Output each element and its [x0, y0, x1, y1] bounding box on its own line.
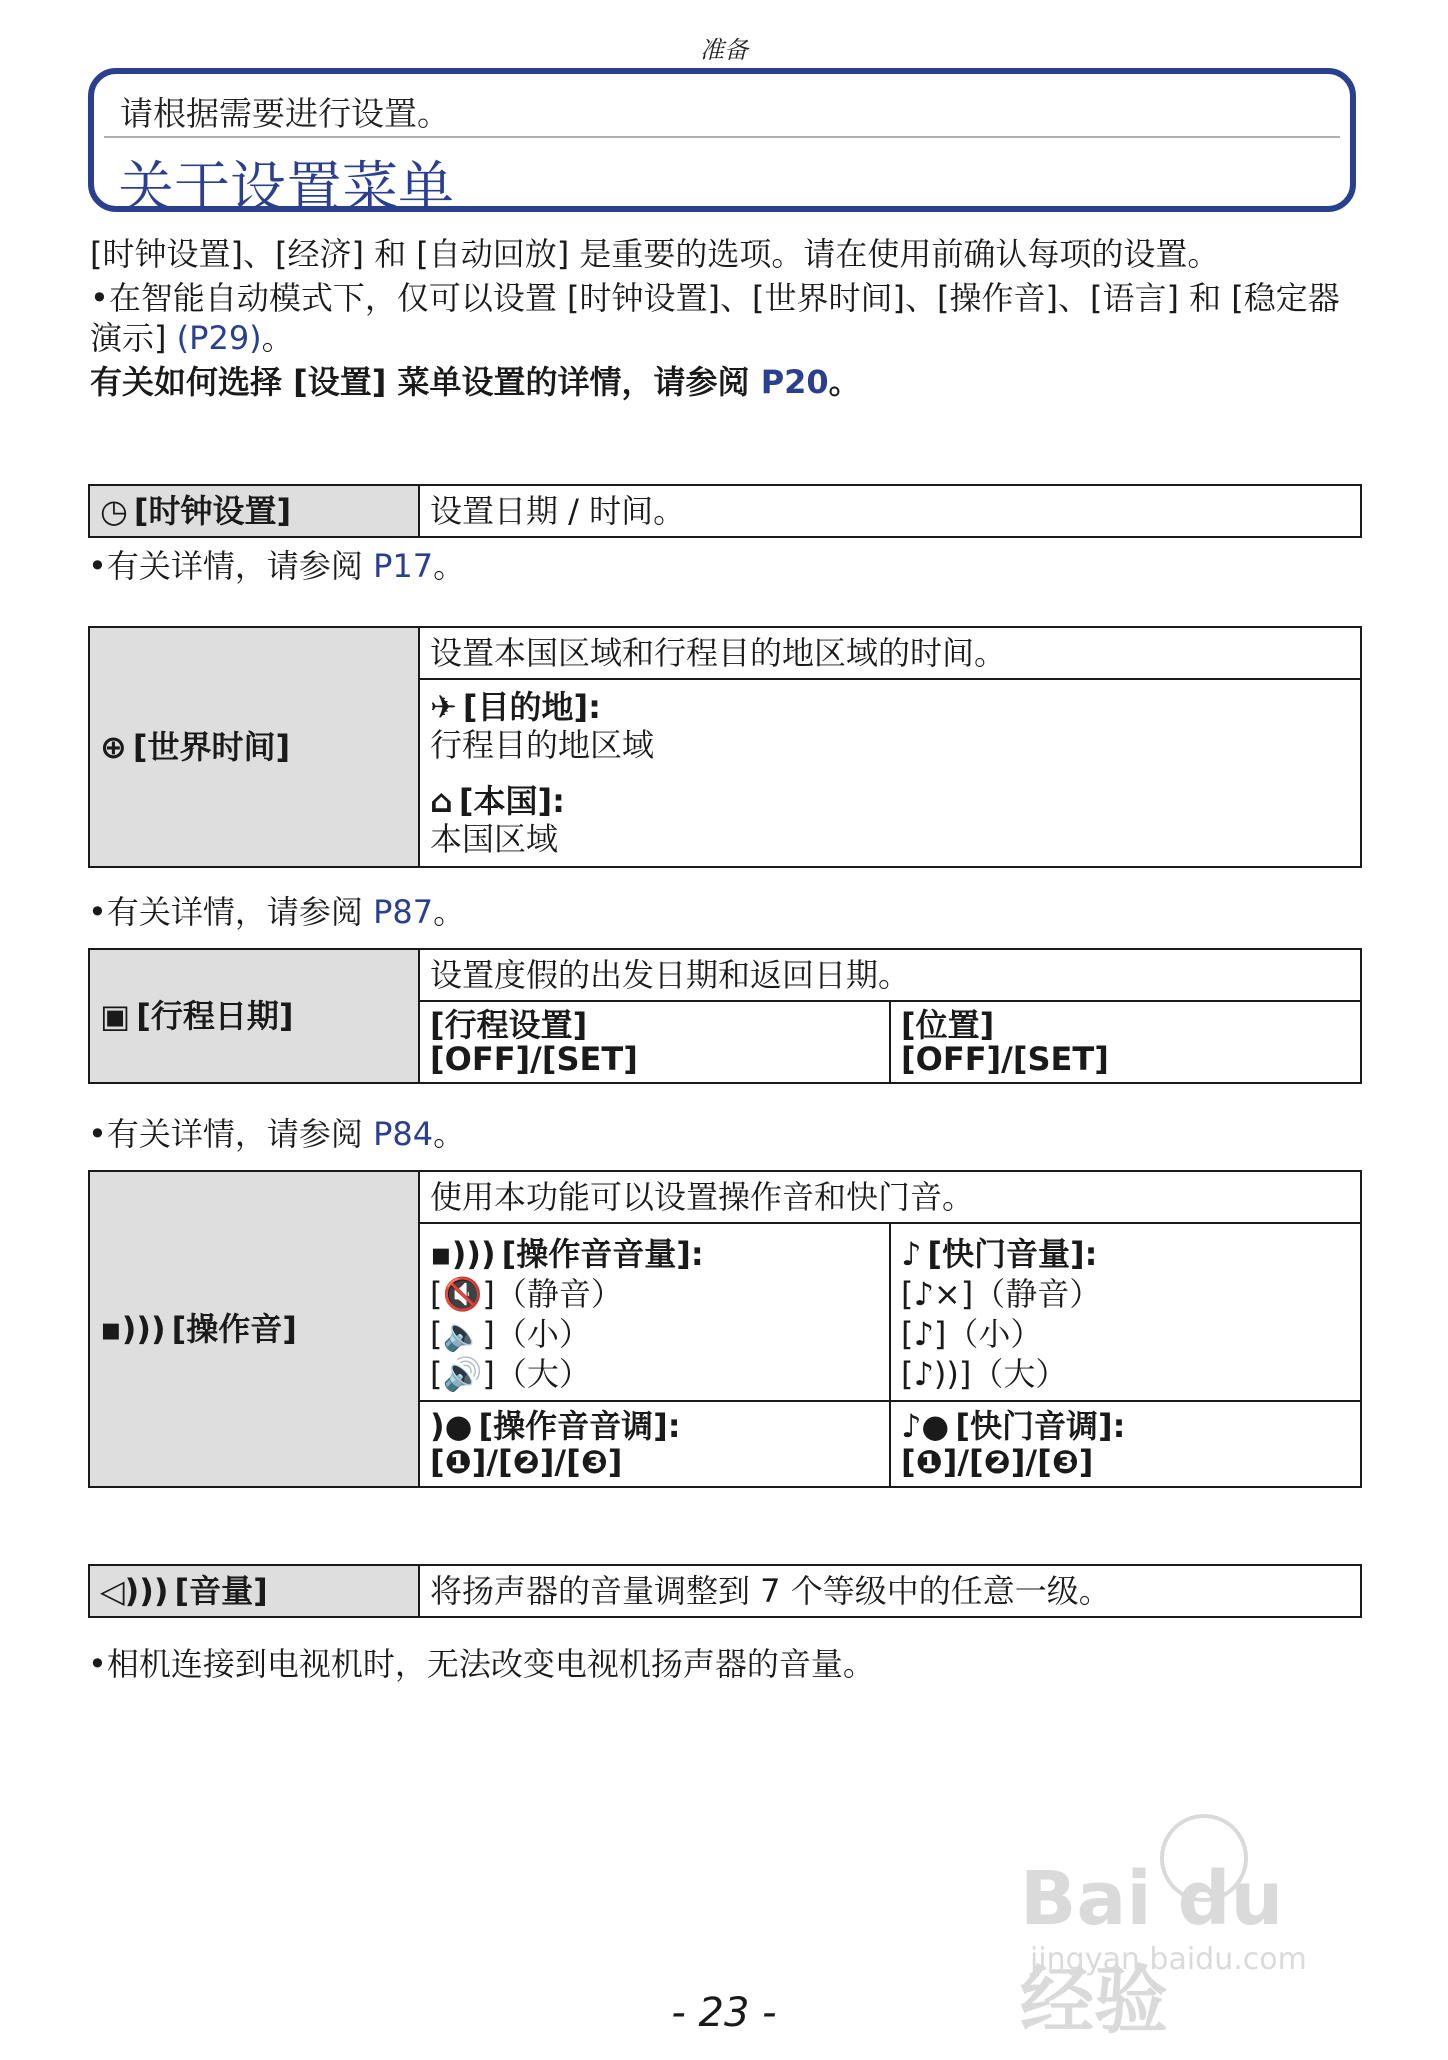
- page-title: 关于设置菜单: [118, 156, 454, 221]
- title-box: [88, 68, 1356, 221]
- speaker-icon: ◁))): [100, 1572, 169, 1610]
- clock-note: •有关详情，请参阅 P17。: [88, 547, 466, 585]
- section-label: 准备: [700, 36, 748, 64]
- shutter-tone-title: ♪● [快门音调]:: [901, 1407, 1126, 1445]
- clock-table: [88, 484, 1362, 538]
- travel-setup-cell: [行程设置] [OFF]/[SET]: [419, 1001, 890, 1083]
- home-title: ⌂ [本国]:: [430, 782, 565, 820]
- beep-head: ▪))) [操作音]: [89, 1171, 419, 1487]
- intro: [90, 234, 1360, 402]
- beep-desc: 使用本功能可以设置操作音和快门音。: [419, 1171, 1361, 1223]
- world-time-table: [88, 626, 1362, 868]
- airplane-icon: ✈: [430, 688, 457, 726]
- beep-tone-icon: )●: [430, 1407, 473, 1445]
- travel-date-desc: 设置度假的出发日期和返回日期。: [419, 949, 1361, 1001]
- volume-note: •相机连接到电视机时，无法改变电视机扬声器的音量。: [88, 1645, 875, 1683]
- travel-date-head: ▣ [行程日期]: [89, 949, 419, 1083]
- beep-volume-title: ▪))) [操作音音量]:: [430, 1235, 704, 1273]
- shutter-volume-cell: ♪ [快门音量]: [♪×]（静音） [♪]（小） [♪))]（大）: [890, 1223, 1361, 1401]
- globe-icon: ⊕: [100, 728, 127, 766]
- suitcase-icon: ▣: [100, 997, 131, 1035]
- title-divider: [104, 136, 1340, 138]
- dest-title: ✈ [目的地]:: [430, 688, 601, 726]
- world-time-options: [419, 679, 1361, 867]
- beep-icon: ▪))): [100, 1310, 166, 1348]
- travel-date-note: •有关详情，请参阅 P84。: [88, 1115, 466, 1153]
- beep-table: [88, 1170, 1362, 1488]
- travel-date-table: [88, 948, 1362, 1084]
- link-p87[interactable]: P87: [373, 893, 434, 931]
- beep-volume-cell: ▪))) [操作音音量]: [🔇]（静音） [🔈]（小） [🔊]（大）: [419, 1223, 890, 1401]
- shutter-tone-icon: ♪●: [901, 1407, 950, 1445]
- world-time-head: ⊕ [世界时间]: [89, 627, 419, 867]
- intro-line: [时钟设置]、[经济] 和 [自动回放] 是重要的选项。请在使用前确认每项的设置。: [90, 235, 1220, 273]
- shutter-note-icon: ♪: [901, 1235, 922, 1273]
- title-subtitle: 请根据需要进行设置。: [120, 94, 450, 133]
- intro-bold-line: 有关如何选择 [设置] 菜单设置的详情，请参阅 P20。: [90, 363, 861, 401]
- link-p84[interactable]: P84: [373, 1115, 434, 1153]
- location-cell: [位置] [OFF]/[SET]: [890, 1001, 1361, 1083]
- clock-head: ◷ [时钟设置]: [89, 485, 419, 537]
- clock-desc: 设置日期 / 时间。: [419, 485, 1361, 537]
- page-number: - 23 -: [671, 1990, 777, 2036]
- shutter-tone-cell: ♪● [快门音调]: [❶]/[❷]/[❸]: [890, 1401, 1361, 1487]
- world-time-desc: 设置本国区域和行程目的地区域的时间。: [419, 627, 1361, 679]
- volume-table: [88, 1564, 1362, 1618]
- home-desc: 本国区域: [430, 820, 559, 858]
- beep-volume-icon: ▪))): [430, 1235, 496, 1273]
- beep-tone-title: )● [操作音音调]:: [430, 1407, 681, 1445]
- link-p29[interactable]: (P29): [176, 319, 262, 357]
- link-p20[interactable]: P20: [760, 363, 829, 401]
- baidu-watermark: Bai du 经验 jingyan.baidu.com: [1020, 1842, 1380, 2002]
- world-time-note: •有关详情，请参阅 P87。: [88, 893, 466, 931]
- shutter-volume-title: ♪ [快门音量]:: [901, 1235, 1098, 1273]
- link-p17[interactable]: P17: [373, 547, 434, 585]
- dest-desc: 行程目的地区域: [430, 726, 655, 764]
- intro-bullet: •在智能自动模式下，仅可以设置 [时钟设置]、[世界时间]、[操作音]、[语言] 和 [稳定器演示] (P29)。: [90, 279, 1340, 357]
- clock-icon: ◷: [100, 492, 128, 530]
- volume-desc: 将扬声器的音量调整到 7 个等级中的任意一级。: [419, 1565, 1361, 1617]
- home-icon: ⌂: [430, 782, 453, 820]
- volume-head: ◁))) [音量]: [89, 1565, 419, 1617]
- beep-tone-cell: )● [操作音音调]: [❶]/[❷]/[❸]: [419, 1401, 890, 1487]
